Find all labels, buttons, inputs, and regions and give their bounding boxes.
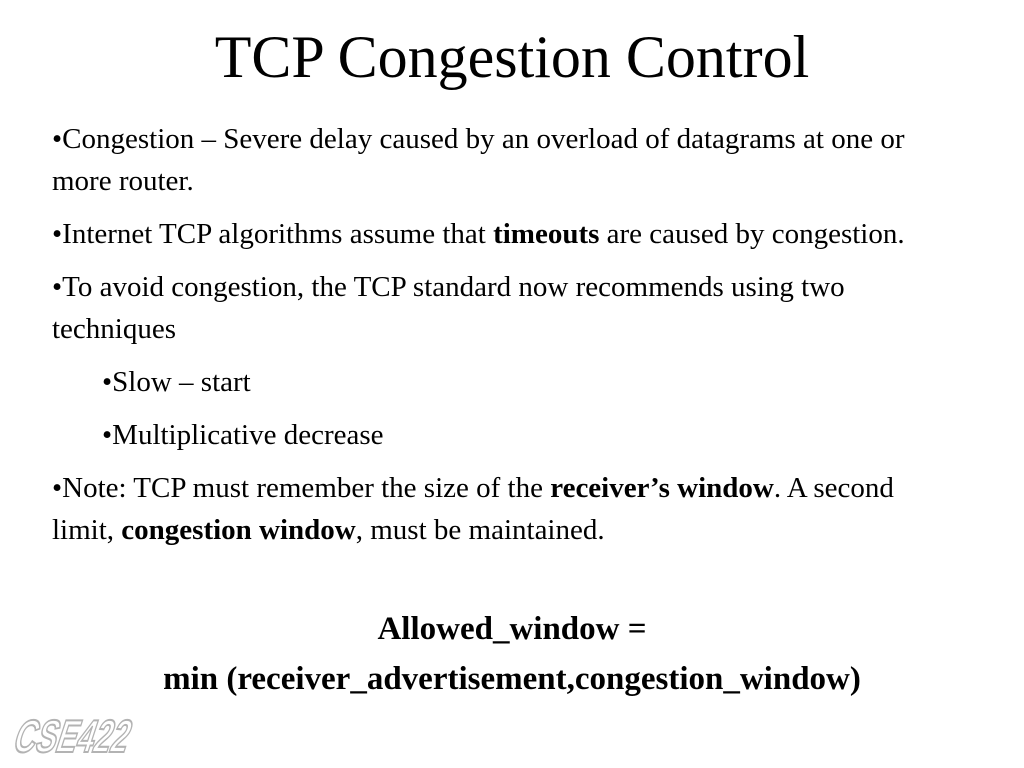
svg-text:CSE422: CSE422 [7,711,196,763]
bullet-text: . A second limit, [52,472,894,546]
bullet-text: Note: TCP must remember the size of the [62,472,551,504]
bullet-text: are caused by congestion. [599,218,905,250]
bullet-note [52,467,952,551]
bullet-marker: • [52,218,63,250]
bullet-timeouts [52,213,952,255]
bullet-text: To avoid congestion, the TCP standard now recommends using two techniques [52,271,845,345]
bullet-list [52,118,952,562]
course-logo [7,700,196,763]
formula-line-1: Allowed_window = [377,611,647,647]
slide-title: TCP Congestion Control [214,24,810,90]
bullet-marker: • [102,419,113,451]
bullet-text: , must be maintained. [355,514,605,546]
bullet-text: Slow – start [112,366,251,398]
bullet-marker: • [52,472,63,504]
bullet-marker: • [52,123,63,155]
bullet-bold-term: congestion window [121,514,356,546]
bullet-text: Congestion – Severe delay caused by an overload of datagrams at one or more router. [52,123,905,197]
sub-bullet-multiplicative-decrease [52,414,952,456]
bullet-text: Internet TCP algorithms assume that [62,218,494,250]
formula-line-2: min (receiver_advertisement,congestion_window) [163,661,861,697]
bullet-congestion-definition [52,118,952,202]
bullet-marker: • [52,271,63,303]
allowed-window-formula [0,604,1024,704]
bullet-bold-term: timeouts [493,218,600,250]
bullet-avoid-congestion [52,266,952,350]
bullet-marker: • [102,366,113,398]
bullet-text: Multiplicative decrease [112,419,384,451]
bullet-bold-term: receiver’s window [550,472,774,504]
sub-bullet-slow-start [52,361,952,403]
